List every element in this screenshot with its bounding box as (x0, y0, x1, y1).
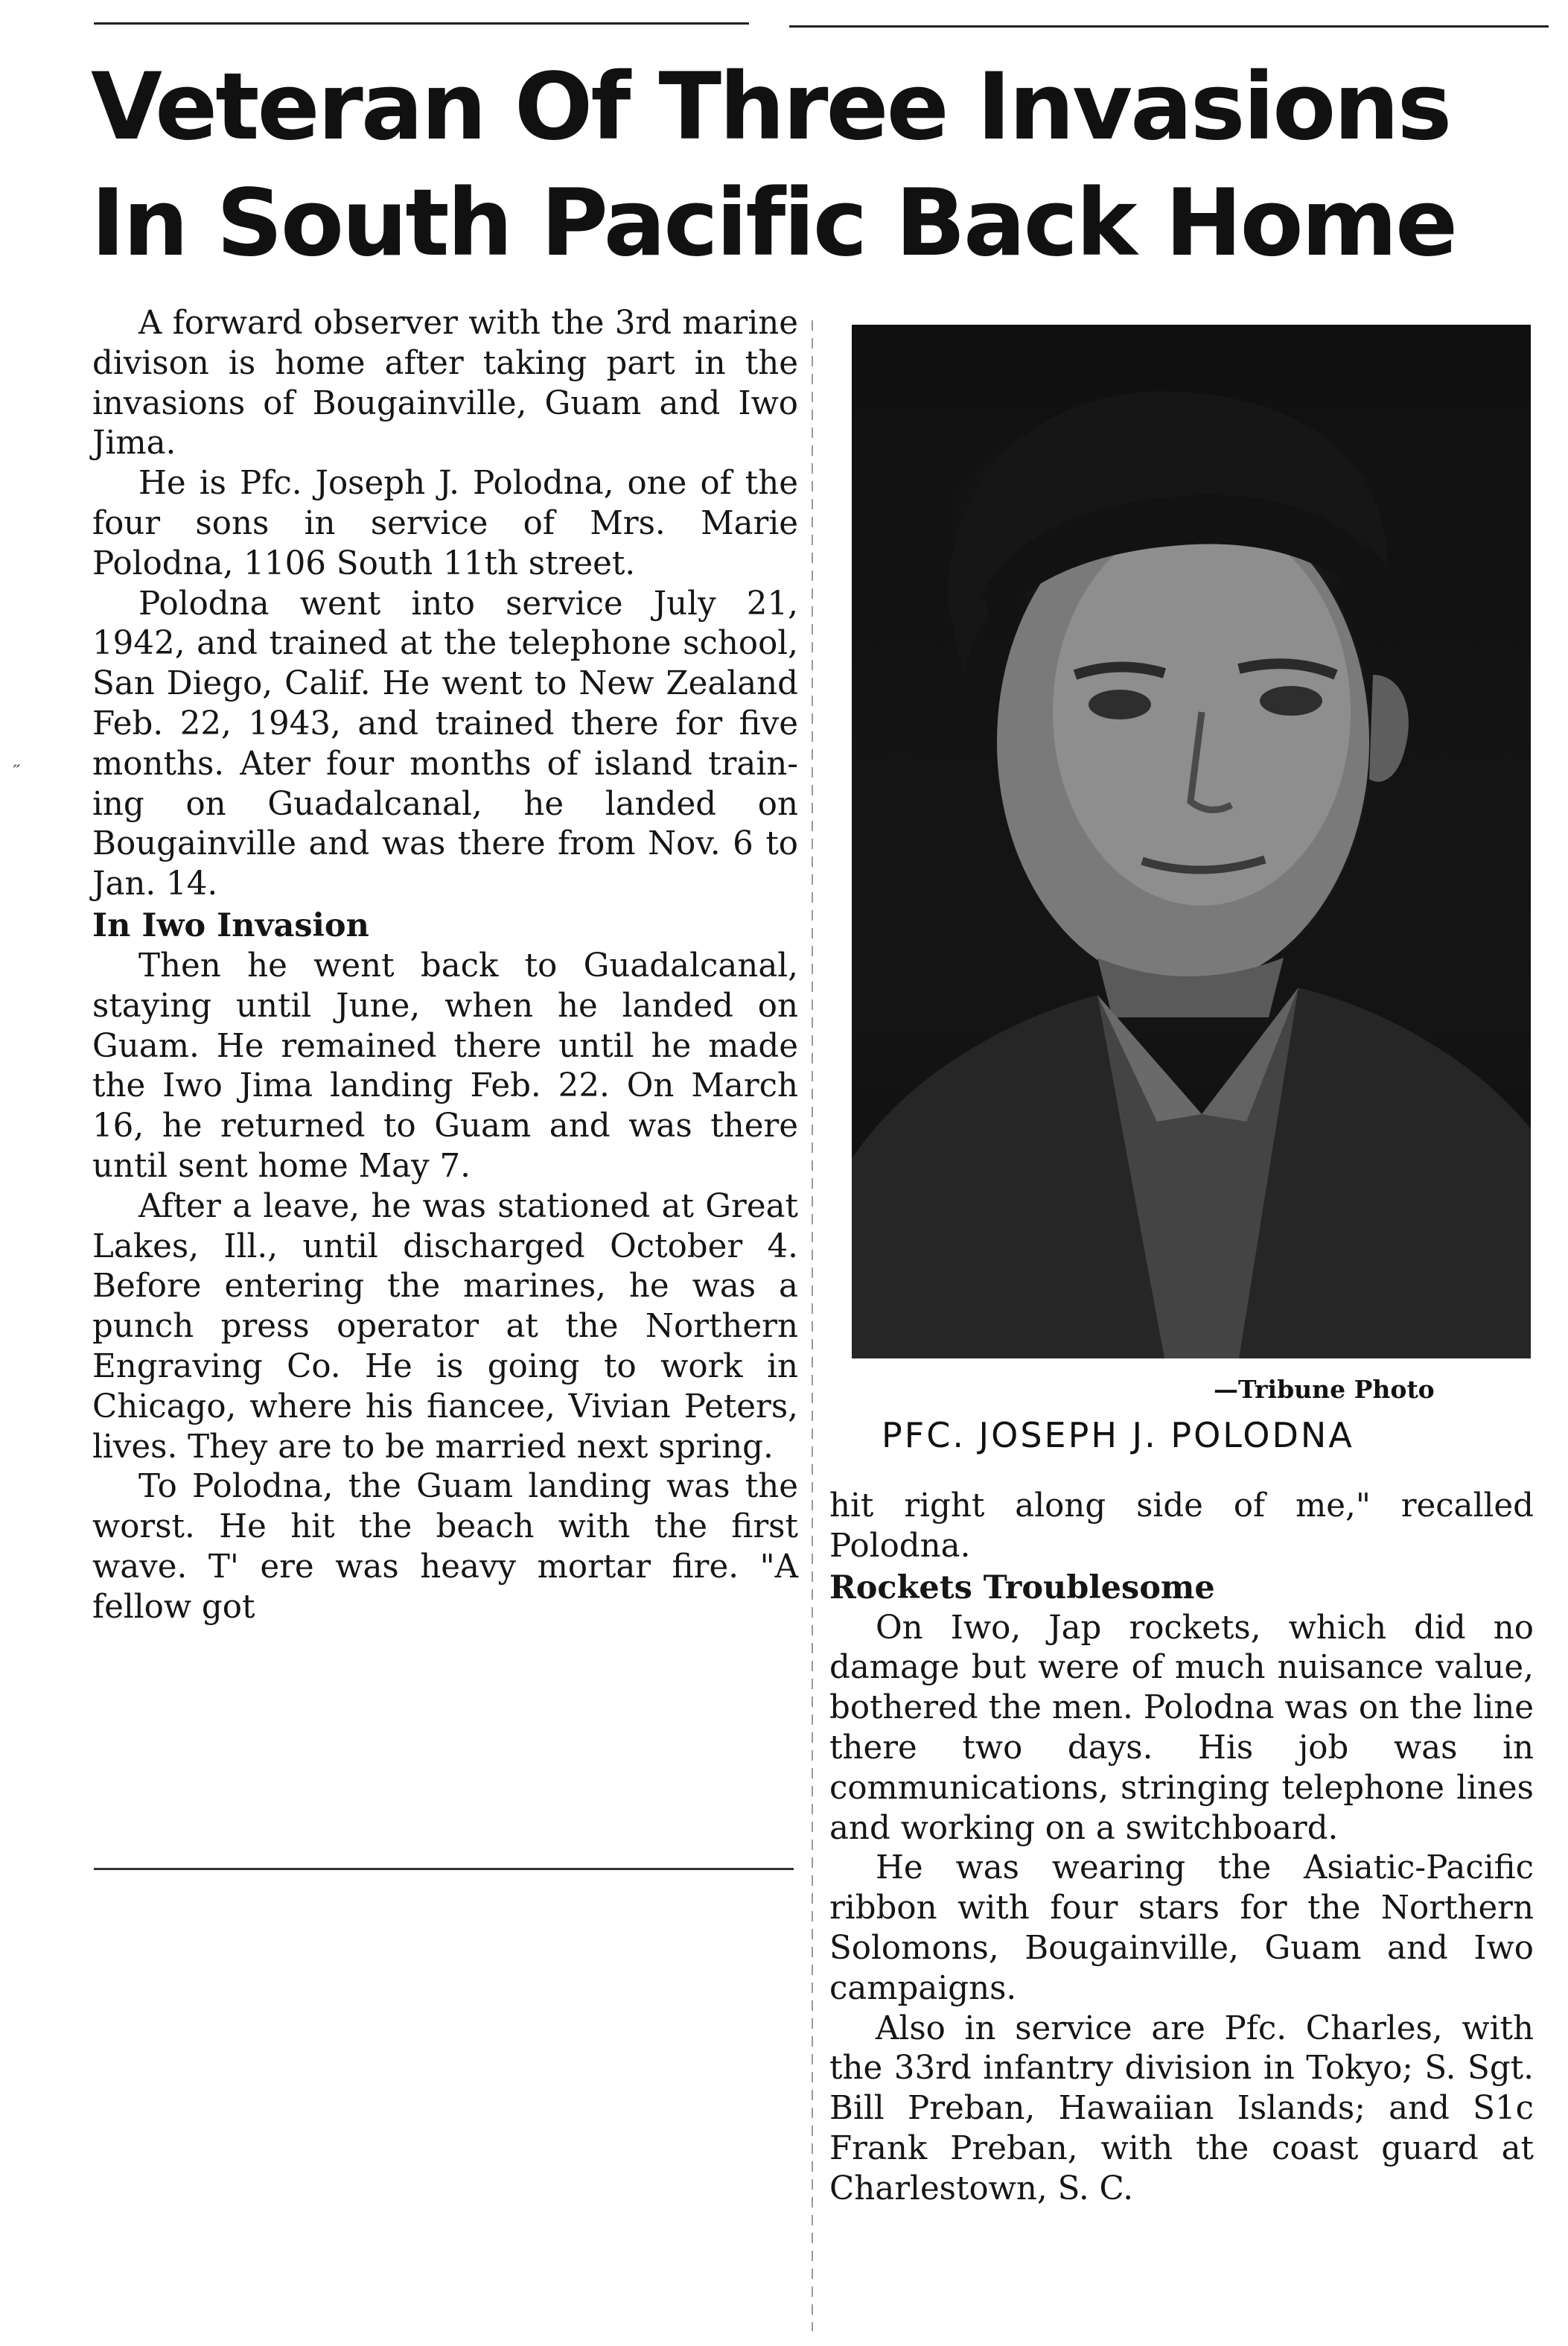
portrait-illustration (852, 325, 1531, 1358)
portrait-photo (852, 325, 1531, 1358)
subheading: Rockets Troublesome (829, 1568, 1215, 1606)
body-paragraph-continued: hit right along side of me," recalled Polodna. (829, 1487, 1534, 1565)
column-divider (812, 320, 813, 2331)
top-rule (789, 25, 1549, 28)
right-column (829, 1487, 1534, 2210)
body-paragraph: He is Pfc. Joseph J. Polodna, one of the four sons in service of Mrs. Marie Polodna, 1106 South 11th street. (92, 465, 798, 582)
body-paragraph: Polodna went into service July 21, 1942, and trained at the telephone school, San Diego, Calif. He went to New Zealand Feb. 22, 1943, and trained there for five months. Ater four months of island training on Guadalcanal, he landed on Bougainville and was there from Nov. 6 to Jan. 14. (92, 585, 798, 903)
print-speck: ˶ (13, 753, 20, 775)
subheading: In Iwo Invasion (92, 906, 369, 944)
body-paragraph: On Iwo, Jap rockets, which did no damage but were of much nuisance value, bothered the men. Polodna was on the line there two days. His job was in communications, stringing telephone lines and working on a switchboard. (829, 1609, 1534, 1847)
headline-line-1: Veteran Of Three Invasions (91, 54, 1450, 161)
body-paragraph: A forward observer with the 3rd marine divison is home after taking part in the invasions of Bougainville, Guam and Iwo Jima. (92, 305, 798, 462)
column-end-rule (94, 1868, 794, 1870)
top-rule (94, 22, 749, 25)
left-column (92, 304, 798, 1628)
body-paragraph: To Polodna, the Guam landing was the worst. He hit the beach with the first wave. T' ere was heavy mortar fire. "A fellow got (92, 1468, 798, 1626)
body-paragraph: Then he went back to Guadalcanal, staying until June, when he landed on Guam. He remained there until he made the Iwo Jima landing Feb. 22. On March 16, he returned to Guam and was there until sent home May 7. (92, 947, 798, 1185)
body-paragraph: He was wearing the Asiatic-Pacific ribbon with four stars for the Northern Solomons, Bougainville, Guam and Iwo campaigns. (829, 1849, 1534, 2007)
photo-credit: —Tribune Photo (1214, 1375, 1435, 1404)
headline-line-2: In South Pacific Back Home (91, 170, 1456, 277)
photo-caption: PFC. JOSEPH J. POLODNA (882, 1415, 1354, 1455)
body-paragraph: After a leave, he was stationed at Great Lakes, Ill., until discharged October 4. Before entering the marines, he was a punch press operator at the Northern Engraving Co. He is going to work in Chicago, where his fiancee, Vivian Peters, lives. They are to be married next spring. (92, 1187, 798, 1466)
body-paragraph: Also in service are Pfc. Charles, with the 33rd infantry division in Tokyo; S. Sgt. Bill Preban, Hawaiian Islands; and S1c Frank Preban, with the coast guard at Charlestown, S. C. (829, 2009, 1534, 2207)
headline (91, 49, 1505, 282)
